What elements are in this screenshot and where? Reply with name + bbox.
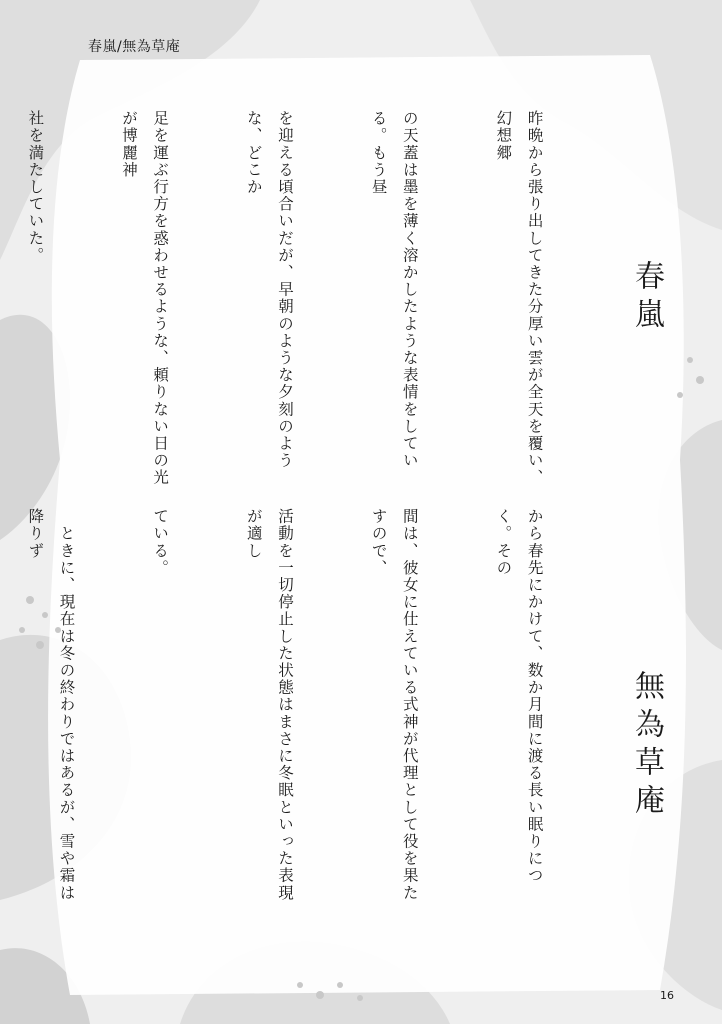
- text-column: の天蓋は墨を薄く溶かしたような表情をしている。もう昼: [369, 110, 419, 470]
- body-text-lower: [26, 508, 612, 908]
- text-column: 活動を一切停止した状態はまさに冬眠といった表現が適し: [244, 508, 294, 902]
- text-column: 足を運ぶ行方を惑わせるような、頼りない日の光が博麗神: [119, 110, 170, 487]
- running-header: 春嵐/無為草庵: [88, 39, 181, 55]
- text-column: ときに、現在は冬の終わりではあるが、雪や霜は降りず: [26, 508, 76, 902]
- text-column: から春先にかけて、数か月間に渡る長い眠りにつく。その: [494, 508, 544, 885]
- page-number: 16: [660, 989, 674, 1002]
- body-text-upper: [26, 110, 612, 500]
- text-column: を迎える頃合いだが、早朝のような夕刻のような、どこか: [244, 110, 294, 470]
- chapter-title: 春嵐: [629, 260, 664, 336]
- author-name: 無為草庵: [629, 670, 664, 822]
- text-column: 間は、彼女に仕えている式神が代理として役を果たすので、: [369, 508, 419, 902]
- text-column: 昨晩から張り出してきた分厚い雲が全天を覆い、幻想郷: [494, 110, 544, 487]
- text-column: ている。: [151, 508, 170, 577]
- text-column: 社を満たしていた。: [26, 110, 45, 264]
